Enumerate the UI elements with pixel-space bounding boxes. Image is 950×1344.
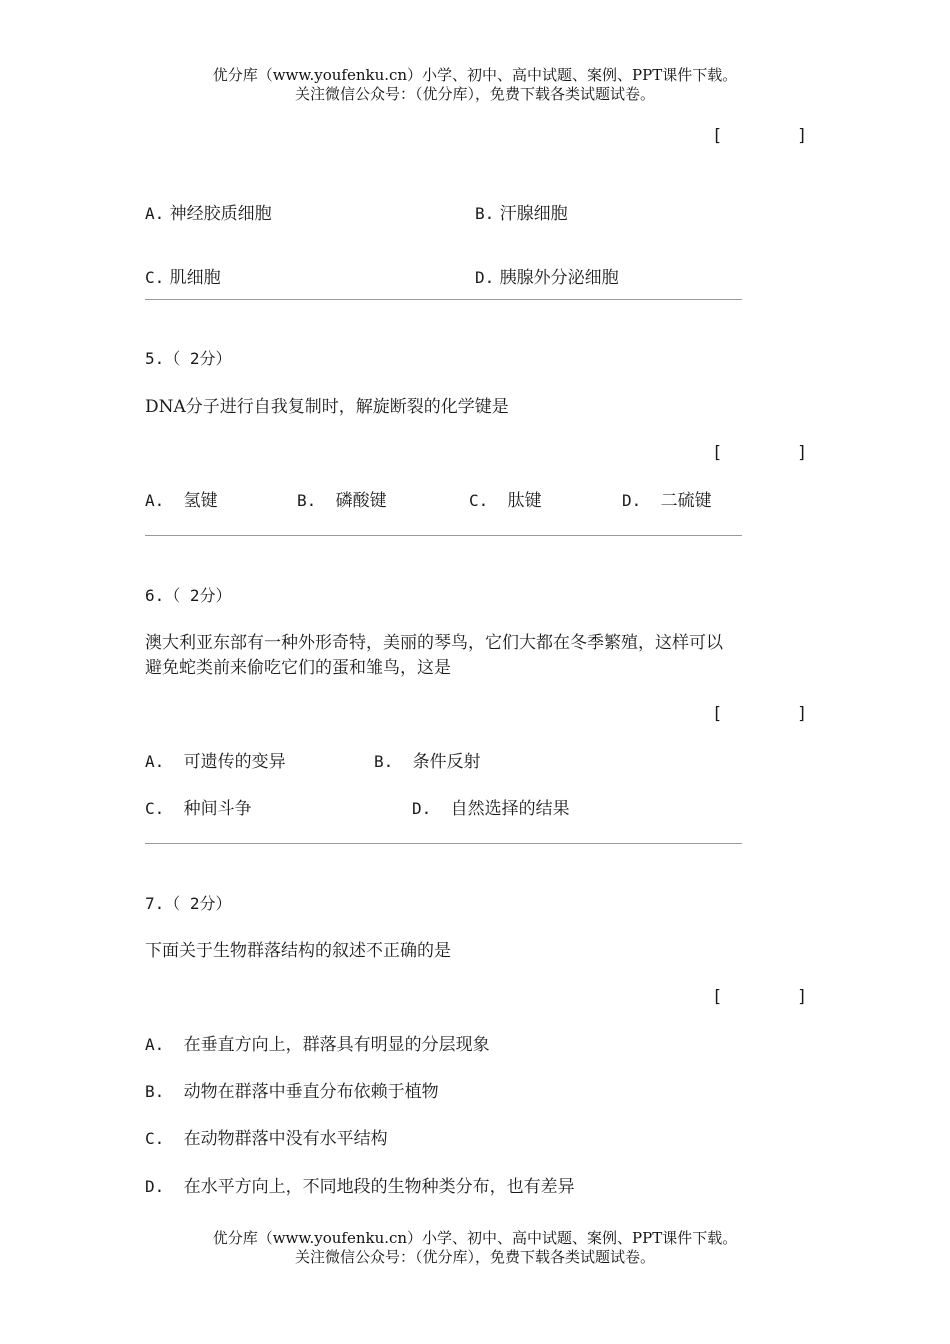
q7-option-b <box>145 1081 439 1103</box>
option-letter: C. <box>145 1129 165 1148</box>
q5-number: 5.（ 2分） <box>145 349 232 368</box>
option-letter: A. <box>145 752 165 771</box>
option-text: 可遗传的变异 <box>183 752 286 772</box>
answer-bracket-close: ] <box>797 987 808 1007</box>
q7-option-a <box>145 1034 490 1056</box>
option-letter: D. <box>622 491 642 510</box>
q6-stem-line-2: 避免蛇类前来偷吃它们的蛋和雏鸟，这是 <box>145 658 451 678</box>
q5-option-a <box>145 490 218 512</box>
answer-bracket-close: ] <box>797 704 808 724</box>
divider <box>145 843 742 844</box>
q5-option-c <box>469 490 542 512</box>
option-letter: B. <box>297 491 317 510</box>
q5-option-d <box>622 490 712 512</box>
option-letter: C. <box>145 268 165 287</box>
option-text: 汗腺细胞 <box>499 204 568 224</box>
option-letter: B. <box>374 752 394 771</box>
divider <box>145 299 742 300</box>
q6-option-c <box>145 798 252 820</box>
option-letter: B. <box>145 1082 165 1101</box>
q4-option-c <box>145 267 221 289</box>
option-text: 氢键 <box>183 491 218 511</box>
option-text: 磷酸键 <box>335 491 387 511</box>
option-text: 在垂直方向上，群落具有明显的分层现象 <box>183 1035 490 1055</box>
option-text: 胰腺外分泌细胞 <box>499 268 619 288</box>
q5-option-b <box>297 490 387 512</box>
footer-line-1: 优分库（www.youfenku.cn）小学、初中、高中试题、案例、PPT课件下载。 <box>212 1229 738 1247</box>
footer-line-2: 关注微信公众号：（优分库），免费下载各类试题试卷。 <box>294 1248 655 1266</box>
answer-bracket-open: [ <box>712 987 723 1007</box>
q6-number: 6.（ 2分） <box>145 586 232 605</box>
option-letter: A. <box>145 1035 165 1054</box>
option-letter: D. <box>412 799 432 818</box>
answer-bracket-open: [ <box>712 704 723 724</box>
option-letter: D. <box>475 268 495 287</box>
option-letter: B. <box>475 204 495 223</box>
answer-bracket-open: [ <box>712 443 723 463</box>
q4-option-b <box>475 203 568 225</box>
option-text: 动物在群落中垂直分布依赖于植物 <box>183 1082 439 1102</box>
q6-option-b <box>374 751 481 773</box>
answer-bracket-close: ] <box>797 443 808 463</box>
q6-stem-line-1: 澳大利亚东部有一种外形奇特，美丽的琴鸟，它们大都在冬季繁殖，这样可以 <box>145 633 723 653</box>
option-text: 在动物群落中没有水平结构 <box>183 1129 388 1149</box>
answer-bracket-close: ] <box>797 126 808 146</box>
option-letter: D. <box>145 1177 165 1196</box>
option-text: 肌细胞 <box>169 268 221 288</box>
option-text: 神经胶质细胞 <box>169 204 272 224</box>
divider <box>145 535 742 536</box>
q6-option-d <box>412 798 570 820</box>
q7-stem: 下面关于生物群落结构的叙述不正确的是 <box>145 941 451 961</box>
option-text: 种间斗争 <box>183 799 252 819</box>
q7-number: 7.（ 2分） <box>145 894 232 913</box>
option-letter: C. <box>469 491 489 510</box>
option-letter: A. <box>145 204 165 223</box>
option-text: 自然选择的结果 <box>450 799 570 819</box>
option-text: 二硫键 <box>660 491 712 511</box>
q4-option-d <box>475 267 619 289</box>
header-line-1: 优分库（www.youfenku.cn）小学、初中、高中试题、案例、PPT课件下载。 <box>212 66 738 84</box>
q7-option-c <box>145 1128 388 1150</box>
header-line-2: 关注微信公众号：（优分库），免费下载各类试题试卷。 <box>294 85 655 103</box>
q6-option-a <box>145 751 286 773</box>
answer-bracket-open: [ <box>712 126 723 146</box>
option-letter: C. <box>145 799 165 818</box>
option-text: 肽键 <box>507 491 542 511</box>
option-letter: A. <box>145 491 165 510</box>
q4-option-a <box>145 203 272 225</box>
q5-stem: DNA分子进行自我复制时，解旋断裂的化学键是 <box>145 397 509 417</box>
option-text: 条件反射 <box>412 752 481 772</box>
q7-option-d <box>145 1176 575 1198</box>
option-text: 在水平方向上，不同地段的生物种类分布，也有差异 <box>183 1177 575 1197</box>
